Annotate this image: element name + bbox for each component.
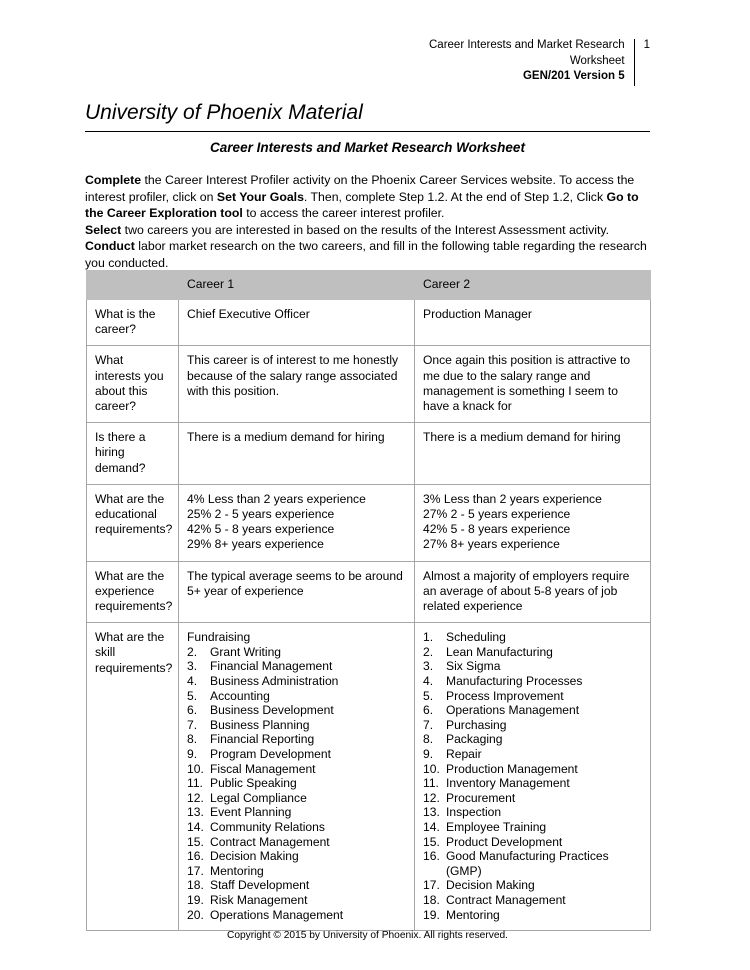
skill-list-item: [187, 849, 406, 864]
cell-career1-interests: This career is of interest to me honestly because of the salary range associated with this position.: [179, 346, 415, 423]
instruction-paragraph-1: [85, 172, 653, 222]
skill-item-label: Lean Manufacturing: [446, 644, 553, 659]
skill-list-item: [423, 762, 642, 777]
skill-item-label: Business Administration: [210, 674, 339, 689]
skill-item-number: 13.: [187, 805, 204, 820]
skill-list-item: [187, 762, 406, 777]
skill-item-label: Legal Compliance: [210, 790, 307, 805]
skill-list-item: [423, 732, 642, 747]
skill-item-label: Business Development: [210, 703, 334, 718]
skill-item-number: 14.: [423, 819, 440, 834]
instruction-text-1b: . Then, complete Step 1.2. At the end of Step 1.2, Click: [303, 189, 607, 204]
skill-item-label: Inspection: [446, 805, 502, 820]
skill-item-number: 1.: [423, 630, 434, 645]
skill-item-number: 17.: [187, 863, 204, 878]
cell-career1-experience-requirements: The typical average seems to be around 5+ year of experience: [179, 561, 415, 623]
skill-item-label: Event Planning: [210, 805, 292, 820]
skill-item-label: Contract Management: [210, 834, 330, 849]
skill-item-label: Six Sigma: [446, 659, 501, 674]
header-line-2: Worksheet: [569, 54, 625, 67]
skill-list-item: [187, 820, 406, 835]
cell-line: 4% Less than 2 years experience: [187, 491, 366, 506]
skill-item-number: 7.: [423, 717, 434, 732]
row-label-experience-requirements: What are the experience requirements?: [87, 561, 179, 623]
skill-item-number: 2.: [187, 644, 198, 659]
instruction-paragraph-2: [85, 222, 653, 239]
skill-list-item: [423, 630, 642, 645]
cell-line: 42% 5 - 8 years experience: [423, 522, 571, 537]
skill-list-item: [187, 864, 406, 879]
instruction-paragraph-3: [85, 238, 653, 271]
skill-list-item: [423, 791, 642, 806]
skill-list-item: [187, 908, 406, 923]
skill-item-number: 11.: [187, 776, 203, 791]
skill-item-label: Manufacturing Processes: [446, 674, 583, 689]
skill-list-item: [423, 747, 642, 762]
instruction-text-1a: the Career Interest Profiler activity on the Phoenix Career Services website. To access the interest profiler, click on: [85, 173, 635, 204]
skill-list-item: [187, 893, 406, 908]
skill-item-number: 8.: [187, 732, 198, 747]
skill-item-label: Packaging: [446, 732, 503, 747]
instruction-text-3: labor market research on the two careers, and fill in the following table regarding the research you conducted.: [85, 239, 647, 270]
skill-list-item: [423, 908, 642, 923]
table-header-empty-cell: [87, 271, 179, 300]
cell-line: 25% 2 - 5 years experience: [187, 507, 335, 522]
skill-item-number: 3.: [423, 659, 434, 674]
skill-item-number: 3.: [187, 659, 198, 674]
skill-list-item: [187, 805, 406, 820]
skill-item-label: Decision Making: [210, 849, 299, 864]
skill-list-item: [187, 878, 406, 893]
skill-item-label: Financial Management: [210, 659, 333, 674]
instructions-block: [85, 172, 653, 272]
skill-item-label: Good Manufacturing Practices (GMP): [446, 849, 609, 878]
skill-item-label: Business Planning: [210, 717, 310, 732]
skill-item-label: Procurement: [446, 790, 516, 805]
skill-item-number: 12.: [423, 790, 440, 805]
skill-item-label: Product Development: [446, 834, 563, 849]
skill-list-item: [423, 820, 642, 835]
row-label-educational-requirements: What are the educational requirements?: [87, 484, 179, 561]
skill-item-label: Risk Management: [210, 892, 308, 907]
skill-list-item: [423, 849, 642, 878]
skill-list-item: [423, 893, 642, 908]
skill-item-label: Operations Management: [210, 907, 344, 922]
instruction-text-2: two careers you are interested in based on the results of the Interest Assessment activity.: [121, 222, 610, 237]
skill-list-item: [423, 718, 642, 733]
skill-item-label: Grant Writing: [210, 644, 282, 659]
cell-career2-career-name: Production Manager: [415, 300, 651, 346]
cell-career1-hiring-demand: There is a medium demand for hiring: [179, 423, 415, 485]
skill-list-item: [423, 776, 642, 791]
skill-item-number: 16.: [423, 849, 440, 864]
skill-item-number: 12.: [187, 790, 204, 805]
skill-list-item: [187, 630, 406, 645]
skill-item-label: Fiscal Management: [210, 761, 316, 776]
skill-item-label: Process Improvement: [446, 688, 564, 703]
instruction-text-1c: to access the career interest profiler.: [242, 206, 445, 221]
skill-item-number: 10.: [187, 761, 204, 776]
table-row: [87, 300, 651, 346]
table-row: [87, 346, 651, 423]
skill-list-item: [187, 659, 406, 674]
table-row: [87, 484, 651, 561]
skill-list-item: [423, 659, 642, 674]
skill-list-career-1: [187, 630, 406, 922]
skill-item-label: Employee Training: [446, 819, 547, 834]
career-research-table: [86, 270, 651, 931]
instruction-bold-career-exploration-tool: Go to the Career Exploration tool: [85, 189, 639, 221]
material-title: University of Phoenix Material: [85, 101, 363, 124]
worksheet-subtitle: Career Interests and Market Research Worksheet: [210, 140, 525, 155]
copyright-footer: Copyright © 2015 by University of Phoenix. All rights reserved.: [226, 930, 508, 941]
skill-item-number: 6.: [187, 703, 198, 718]
cell-career2-experience-requirements: Almost a majority of employers require an average of about 5-8 years of job related experience: [415, 561, 651, 623]
cell-line: 27% 2 - 5 years experience: [423, 507, 571, 522]
skill-item-label: Community Relations: [210, 819, 325, 834]
skill-list-career-2: [423, 630, 642, 922]
table-row: [87, 561, 651, 623]
skill-list-item: [423, 645, 642, 660]
cell-line: 3% Less than 2 years experience: [423, 491, 602, 506]
skill-item-number: 6.: [423, 703, 434, 718]
skill-item-number: 18.: [187, 878, 204, 893]
skill-list-item: [423, 703, 642, 718]
document-header: [85, 38, 650, 86]
skill-item-label: Contract Management: [446, 892, 566, 907]
header-line-1: Career Interests and Market Research: [429, 39, 625, 51]
cell-line: 42% 5 - 8 years experience: [187, 522, 335, 537]
table-body: [87, 271, 651, 931]
skill-item-number: 13.: [423, 805, 440, 820]
skill-item-number: 11.: [423, 776, 439, 791]
cell-career2-interests: Once again this position is attractive to me due to the salary range and management is something I seem to have a knack for: [415, 346, 651, 423]
row-label-skill-requirements: What are the skill requirements?: [87, 623, 179, 931]
skill-list-item: [187, 645, 406, 660]
skill-item-label: Staff Development: [210, 878, 310, 893]
skill-item-number: 15.: [187, 834, 204, 849]
row-label-hiring-demand: Is there a hiring demand?: [87, 423, 179, 485]
instruction-bold-set-your-goals: Set Your Goals: [216, 189, 304, 204]
skill-item-number: 16.: [187, 849, 204, 864]
instruction-bold-select: Select: [85, 222, 122, 237]
skill-list-item: [187, 791, 406, 806]
cell-line: 29% 8+ years experience: [187, 537, 324, 552]
skill-item-label: Production Management: [446, 761, 578, 776]
cell-career1-career-name: Chief Executive Officer: [179, 300, 415, 346]
skill-item-number: 8.: [423, 732, 434, 747]
skill-item-number: 20.: [187, 907, 204, 922]
skill-list-item: [187, 718, 406, 733]
skill-item-number: 19.: [423, 907, 440, 922]
skill-item-label: Purchasing: [446, 717, 507, 732]
skill-list-item: [187, 835, 406, 850]
cell-career2-hiring-demand: There is a medium demand for hiring: [415, 423, 651, 485]
skill-item-number: 15.: [423, 834, 440, 849]
skill-item-number: 4.: [423, 674, 434, 689]
skill-list-item: [187, 689, 406, 704]
skill-item-number: 7.: [187, 717, 198, 732]
table-header-career-1: Career 1: [179, 271, 415, 300]
skill-item-number: 5.: [423, 688, 434, 703]
instruction-bold-conduct: Conduct: [85, 239, 135, 254]
skill-item-label: Mentoring: [210, 863, 264, 878]
skill-item-number: 18.: [423, 892, 440, 907]
skill-item-label: Mentoring: [446, 907, 500, 922]
skill-list-item: [423, 805, 642, 820]
skill-item-label: Scheduling: [446, 630, 506, 645]
skill-item-number: 17.: [423, 878, 440, 893]
skill-list-item: [423, 878, 642, 893]
skill-item-number: 2.: [423, 644, 434, 659]
skill-item-label: Program Development: [210, 747, 331, 761]
skill-item-label: Operations Management: [446, 703, 580, 718]
skill-item-number: 5.: [187, 688, 198, 703]
skill-list-item: [187, 747, 406, 762]
skill-item-label: Financial Reporting: [210, 732, 315, 747]
row-label-career-name: What is the career?: [87, 300, 179, 346]
skill-item-label: Inventory Management: [446, 776, 570, 791]
skill-item-number: 10.: [423, 761, 440, 776]
cell-line: 27% 8+ years experience: [423, 537, 560, 552]
title-divider-rule: [85, 131, 650, 132]
skill-item-label: Repair: [446, 747, 482, 761]
skill-list-item: [187, 732, 406, 747]
table-header-row: [87, 271, 651, 300]
skill-list-item: [423, 835, 642, 850]
skill-list-item: [187, 703, 406, 718]
skill-item-label: Accounting: [210, 688, 270, 703]
skill-list-item: [423, 689, 642, 704]
skill-item-label: Decision Making: [446, 878, 535, 893]
cell-career1-skill-requirements: [179, 623, 415, 931]
skill-list-item: [187, 776, 406, 791]
page-number: 1: [643, 39, 650, 51]
skill-item-number: 14.: [187, 819, 204, 834]
skill-item-number: 9.: [187, 747, 198, 761]
instruction-bold-complete: Complete: [85, 173, 142, 187]
skill-item-label: Public Speaking: [210, 776, 297, 791]
skill-item-number: 9.: [423, 747, 434, 761]
document-header-title: [429, 38, 634, 85]
skill-item-number: 19.: [187, 892, 204, 907]
table-header-career-2: Career 2: [415, 271, 651, 300]
table-row: [87, 623, 651, 931]
table-row: [87, 423, 651, 485]
header-line-3-course: GEN/201 Version 5: [522, 70, 625, 82]
row-label-interests: What interests you about this career?: [87, 346, 179, 423]
skill-list-item: [423, 674, 642, 689]
skill-list-item: [187, 674, 406, 689]
cell-career2-skill-requirements: [415, 623, 651, 931]
skill-item-label: Fundraising: [187, 630, 251, 645]
cell-career1-educational-requirements: [179, 484, 415, 561]
skill-item-number: 4.: [187, 674, 198, 689]
cell-career2-educational-requirements: [415, 484, 651, 561]
